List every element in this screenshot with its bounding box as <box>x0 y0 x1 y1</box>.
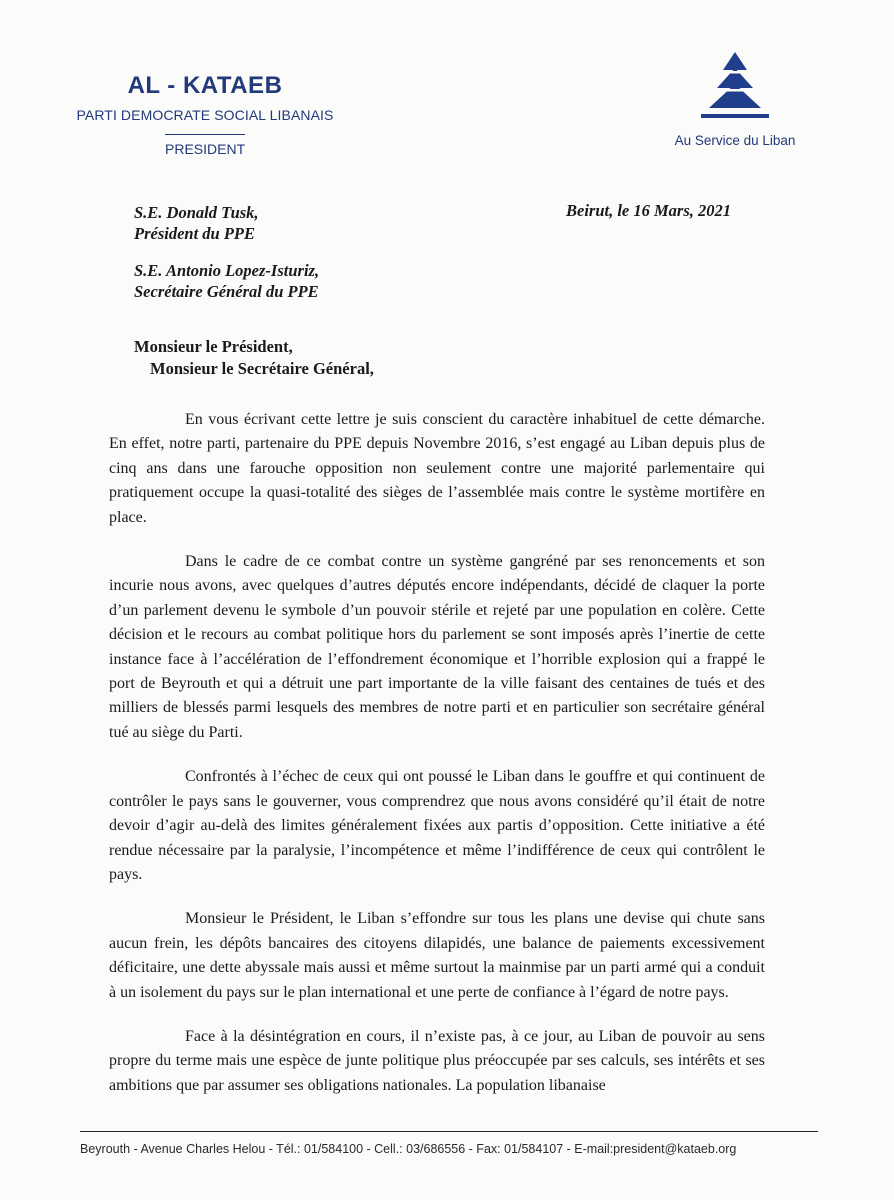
salutation-line-1: Monsieur le Président, <box>134 337 293 356</box>
recipient-1 <box>134 202 259 244</box>
sender-role: PRESIDENT <box>165 134 245 161</box>
organization-subtitle: PARTI DEMOCRATE SOCIAL LIBANAIS <box>76 107 334 123</box>
cedar-tree-icon <box>695 50 775 120</box>
body-paragraph-2: Dans le cadre de ce combat contre un système gangréné par ses renoncements et son incurie nous avons, avec quelques d’autres députés encore indépendants, décidé de claquer la porte d’un parlement devenu le symbole d’un pouvoir stérile et rejeté par une population en colère. Cette décision et le recours au combat politique hors du parlement se sont imposés après l’inertie de cette instance face à l’accélération de l’effondrement économique et l’horrible explosion qui a frappé le port de Beyrouth et qui a détruit une part importante de la ville faisant des centaines de tués et des milliers de blessés parmi lesquels des membres de notre parti et en particulier son secrétaire général tué au siège du Parti. <box>109 553 765 741</box>
footer-contact: Beyrouth - Avenue Charles Helou - Tél.: 01/584100 - Cell.: 03/686556 - Fax: 01/584107 - E-mail:president@kataeb.org <box>80 1142 737 1156</box>
body-paragraph-3: Confrontés à l’échec de ceux qui ont poussé le Liban dans le gouffre et qui continuent de contrôler le pays sans le gouverner, vous comprendrez que nous avons considéré qu’il était de notre devoir d’agir au-delà des limites généralement fixées aux partis d’opposition. Cette initiative a été rendue nécessaire par la paralysie, l’incompétence et même l’indifférence de ceux qui contrôlent le pays. <box>109 768 765 883</box>
body-paragraph-5: Face à la désintégration en cours, il n’existe pas, à ce jour, au Liban de pouvoir au sens propre du terme mais une espèce de junte politique plus préoccupée par ses calculs, ses intérêts et ses ambitions que par assumer ses obligations nationales. La population libanaise <box>109 1027 765 1094</box>
recipient-1-title: Président du PPE <box>134 224 256 243</box>
salutation <box>134 336 374 380</box>
letterhead-left <box>74 72 336 161</box>
salutation-line-2: Monsieur le Secrétaire Général, <box>150 359 374 378</box>
recipient-2 <box>134 260 319 302</box>
letterhead-right <box>660 50 810 149</box>
letter-date: Beirut, le 16 Mars, 2021 <box>566 201 732 220</box>
footer-divider <box>80 1131 818 1132</box>
party-motto: Au Service du Liban <box>674 133 796 148</box>
organization-name: AL - KATAEB <box>127 72 283 99</box>
recipient-2-title: Secrétaire Général du PPE <box>134 282 319 301</box>
recipient-1-name: S.E. Donald Tusk, <box>134 203 259 222</box>
letter-body <box>109 408 765 1118</box>
body-paragraph-4: Monsieur le Président, le Liban s’effondre sur tous les plans une devise qui chute sans aucun frein, les dépôts bancaires des citoyens dilapidés, une balance de paiements excessivement déficitaire, une dette abyssale mais aussi et même surtout la mainmise par un parti armé qui a conduit à un isolement du pays sur le plan international et une perte de confiance à l’égard de notre pays. <box>109 910 765 1001</box>
recipient-2-name: S.E. Antonio Lopez-Isturiz, <box>134 261 320 280</box>
body-paragraph-1: En vous écrivant cette lettre je suis conscient du caractère inhabituel de cette démarche. En effet, notre parti, partenaire du PPE depuis Novembre 2016, s’est engagé au Liban depuis plus de cinq ans dans une farouche opposition non seulement contre une majorité parlementaire qui pratiquement occupe la quasi-totalité des sièges de l’assemblée mais contre le système mortifère en place. <box>109 411 765 526</box>
